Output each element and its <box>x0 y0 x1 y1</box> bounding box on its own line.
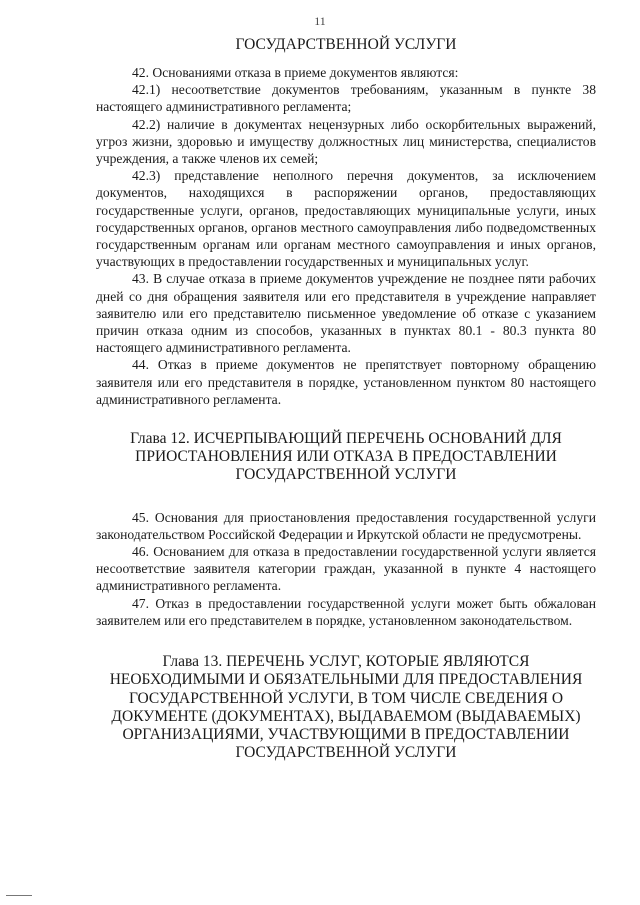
section-heading: ГОСУДАРСТВЕННОЙ УСЛУГИ <box>235 36 457 53</box>
paragraph-42-3: 42.3) представление неполного перечня документов, за исключением документов, находящихся в распоряжении органов, предоставляющих государственные услуги, органов, предоставляющих муниципальные услуги, иных государственных органов, органов местного самоуправления либо подведомственных государственным органам или органам местного самоуправления и иных органов, участвующих в предоставлении государственных и муниципальных услуг. <box>96 168 596 270</box>
document-body <box>96 36 596 762</box>
paragraph-42-1: 42.1) несоответствие документов требованиям, указанным в пункте 38 настоящего административного регламента; <box>96 82 596 115</box>
paragraph-46: 46. Основанием для отказа в предоставлении государственной услуги является несоответствие заявителя категории граждан, указанной в пункте 4 настоящего административного регламента. <box>96 544 596 594</box>
paragraph-44: 44. Отказ в приеме документов не препятствует повторному обращению заявителя или его представителя в порядке, установленном пунктом 80 настоящего административного регламента. <box>96 357 596 407</box>
paragraph-47: 47. Отказ в предоставлении государственной услуги может быть обжалован заявителем или его представителем в порядке, установленном законодательством. <box>96 595 596 628</box>
paragraph-42-2: 42.2) наличие в документах нецензурных либо оскорбительных выражений, угроз жизни, здоровью и имуществу должностных лиц министерства, специалистов учреждения, а также членов их семей; <box>96 116 596 167</box>
page-number: 11 <box>314 14 326 28</box>
chapter-13-heading: Глава 13. ПЕРЕЧЕНЬ УСЛУГ, КОТОРЫЕ ЯВЛЯЮТСЯ НЕОБХОДИМЫМИ И ОБЯЗАТЕЛЬНЫМИ ДЛЯ ПРЕДОСТАВЛЕНИЯ ГОСУДАРСТВЕННОЙ УСЛУГИ, В ТОМ ЧИСЛЕ СВЕДЕНИЯ О ДОКУМЕНТЕ (ДОКУМЕНТАХ), ВЫДАВАЕМОМ (ВЫДАВАЕМЫХ) ОРГАНИЗАЦИЯМИ, УЧАСТВУЮЩИМИ В ПРЕДОСТАВЛЕНИИ ГОСУДАРСТВЕННОЙ УСЛУГИ <box>109 653 583 762</box>
chapter-12-heading: Глава 12. ИСЧЕРПЫВАЮЩИЙ ПЕРЕЧЕНЬ ОСНОВАНИЙ ДЛЯ ПРИОСТАНОВЛЕНИЯ ИЛИ ОТКАЗА В ПРЕДОСТАВЛЕНИИ ГОСУДАРСТВЕННОЙ УСЛУГИ <box>130 430 562 484</box>
paragraph-45: 45. Основания для приостановления предоставления государственной услуги законодательством Российской Федерации и Иркутской области не предусмотрены. <box>96 509 596 542</box>
paragraph-42: 42. Основаниями отказа в приеме документов являются: <box>132 65 459 80</box>
scan-edge-mark <box>6 895 32 896</box>
paragraph-43: 43. В случае отказа в приеме документов учреждение не позднее пяти рабочих дней со дня обращения заявителя или его представителя в учреждение направляет заявителю или его представителю письменное уведомление об отказе с указанием причин отказа одним из способов, указанных в пунктах 80.1 - 80.3 пункта 80 настоящего административного регламента. <box>96 271 596 356</box>
